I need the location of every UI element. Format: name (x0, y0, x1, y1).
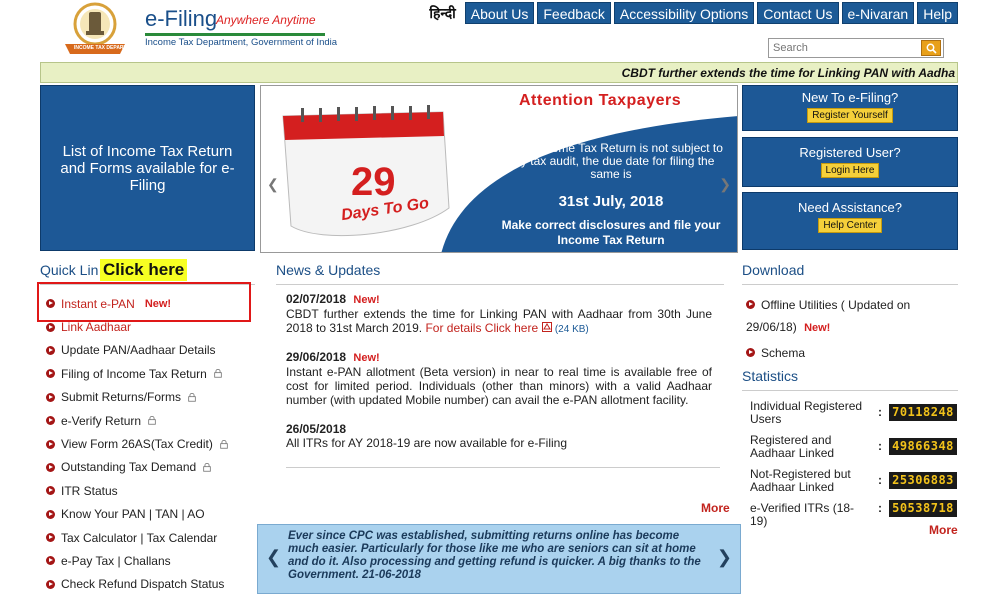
news-title: News & Updates (276, 262, 381, 278)
bullet-icon (46, 346, 55, 355)
calendar-caption: Days To Go (340, 194, 430, 225)
banner-title: Attention Taxpayers (519, 92, 682, 109)
statistics-title: Statistics (742, 368, 799, 384)
nav-feedback[interactable]: Feedback (537, 2, 610, 24)
download-title: Download (742, 262, 805, 278)
stat-label: e-Verified ITRs (18-19) (750, 501, 855, 528)
quick-link-label[interactable]: Update PAN/Aadhaar Details (61, 343, 216, 358)
news-end-divider (286, 467, 720, 468)
bullet-icon (46, 580, 55, 589)
quick-link-label[interactable]: Link Aadhaar (61, 320, 132, 335)
new-to-efiling-title: New To e-Filing? (801, 90, 899, 105)
quick-link-item[interactable] (46, 479, 229, 502)
news-date: 29/06/2018 (286, 350, 347, 364)
bullet-icon (46, 369, 55, 378)
site-header (40, 0, 958, 62)
testimonial-prev-icon[interactable]: ❮ (266, 547, 282, 567)
bullet-icon (46, 393, 55, 402)
quick-link-item[interactable] (46, 573, 229, 596)
quick-links-title: Quick Lin (40, 262, 99, 278)
testimonial-slider (257, 524, 741, 594)
news-ticker[interactable] (40, 62, 958, 83)
click-here-callout: Click here (100, 259, 187, 281)
banner-date: 31st July, 2018 (558, 193, 664, 210)
banner-footer: Make correct disclosures and file your Income Tax Return (501, 218, 721, 247)
quick-link-item[interactable] (46, 549, 229, 572)
news-date: 02/07/2018 (286, 292, 347, 306)
quick-link-item[interactable] (46, 456, 229, 479)
slider-prev-icon[interactable]: ❮ (267, 176, 279, 192)
nav-about-us[interactable]: About Us (465, 2, 535, 24)
bullet-icon (746, 348, 755, 357)
statistics-divider (742, 390, 958, 391)
site-tagline: Anywhere Anytime (216, 13, 316, 27)
pdf-icon[interactable] (542, 322, 552, 332)
top-navigation (429, 2, 958, 24)
quick-link-item[interactable] (46, 362, 229, 385)
lock-icon (219, 440, 229, 449)
news-item (286, 292, 712, 337)
stat-label: Not-Registered but Aadhaar Linked (750, 467, 851, 494)
testimonial-text: Ever since CPC was established, submitting returns online has become much easier. Particularly for those like me who are seniors can sit at home and do it. Also processing and getting refund is quicker. A big thanks to the Government. 21-06-2018 (288, 530, 701, 581)
banner-slider[interactable] (260, 85, 738, 253)
bullet-icon (46, 556, 55, 565)
search-input[interactable] (769, 39, 919, 57)
new-badge: New! (353, 352, 380, 364)
news-divider (276, 284, 724, 285)
stat-colon: : (878, 439, 882, 453)
quick-link-label[interactable]: View Form 26AS(Tax Credit) (61, 437, 213, 452)
offline-utilities-link[interactable]: Offline Utilities ( Updated on (761, 298, 911, 312)
lock-icon (202, 463, 212, 472)
search-icon (926, 43, 937, 54)
itr-forms-box[interactable] (40, 85, 255, 251)
need-assistance-title: Need Assistance? (797, 200, 903, 215)
bullet-icon (46, 533, 55, 542)
stat-row (750, 468, 958, 498)
nav-accessibility-options[interactable]: Accessibility Options (614, 2, 754, 24)
new-badge: New! (804, 322, 831, 334)
stat-colon: : (878, 501, 882, 515)
news-date: 26/05/2018 (286, 422, 347, 436)
stat-label: Registered and Aadhaar Linked (750, 433, 835, 460)
quick-link-label[interactable]: Submit Returns/Forms (61, 390, 182, 405)
help-center-button[interactable]: Help Center (818, 218, 881, 233)
lock-icon (187, 393, 197, 402)
calendar-number: 29 (351, 160, 396, 204)
bullet-icon (46, 323, 55, 332)
registered-user-box (742, 137, 958, 187)
news-more-link[interactable]: More (701, 501, 730, 515)
news-details-link[interactable]: For details Click here (425, 321, 539, 335)
offline-utilities-date[interactable]: 29/06/18) (746, 320, 797, 334)
bullet-icon (46, 440, 55, 449)
search-box (768, 38, 944, 58)
stat-label: Individual Registered Users (750, 399, 863, 426)
quick-link-label[interactable]: Check Refund Dispatch Status (61, 577, 225, 592)
title-underline (145, 33, 325, 36)
download-divider (742, 284, 958, 285)
news-item (286, 350, 712, 407)
new-to-efiling-box (742, 85, 958, 131)
slider-next-icon[interactable]: ❯ (719, 176, 731, 192)
lock-icon (213, 369, 223, 378)
quick-link-label[interactable]: Filing of Income Tax Return (61, 366, 207, 381)
quick-link-label[interactable]: Instant e-PAN (61, 296, 135, 311)
bullet-icon (46, 416, 55, 425)
quick-link-item[interactable] (46, 432, 229, 455)
testimonial-next-icon[interactable]: ❯ (716, 547, 732, 567)
quick-link-item[interactable] (46, 339, 229, 362)
banner-text: If your Income Tax Return is not subject to any tax audit, the due date for filing the same is (499, 141, 723, 181)
quick-link-label[interactable]: Know Your PAN | TAN | AO (61, 507, 205, 522)
quick-links-list (46, 292, 229, 596)
site-subtitle: Income Tax Department, Government of India (145, 37, 338, 48)
statistics-more-link[interactable]: More (929, 523, 958, 537)
quick-link-label[interactable]: Outstanding Tax Demand (61, 460, 197, 475)
stat-value: 49866348 (889, 438, 957, 455)
quick-link-item[interactable] (46, 503, 229, 526)
nav-help[interactable]: Help (917, 2, 958, 24)
stat-row (750, 400, 958, 430)
quick-link-item[interactable] (46, 315, 229, 338)
lock-icon (147, 416, 157, 425)
registered-user-title: Registered User? (799, 145, 901, 160)
quick-link-label[interactable]: e-Pay Tax | Challans (61, 553, 171, 568)
quick-link-item[interactable] (46, 526, 229, 549)
need-assistance-box (742, 192, 958, 250)
stat-value: 70118248 (889, 404, 957, 421)
stat-value: 50538718 (889, 500, 957, 517)
bullet-icon (46, 463, 55, 472)
bullet-icon (46, 299, 55, 308)
stat-row (750, 502, 958, 532)
register-yourself-button[interactable]: Register Yourself (807, 108, 893, 123)
quick-link-label[interactable]: e-Verify Return (61, 413, 142, 428)
new-badge: New! (353, 294, 380, 306)
stat-value: 25306883 (889, 472, 957, 489)
stat-colon: : (878, 405, 882, 419)
quick-link-label[interactable]: Tax Calculator | Tax Calendar (61, 530, 218, 545)
itr-forms-text[interactable]: List of Income Tax Return and Forms available for e-Filing (60, 142, 235, 194)
news-text: All ITRs for AY 2018-19 are now available for e-Filing (286, 436, 568, 450)
site-title[interactable]: e-Filing (145, 6, 218, 31)
bullet-icon (746, 300, 755, 309)
quick-link-item[interactable] (46, 292, 229, 315)
emblem-logo[interactable] (60, 2, 141, 56)
nav-contact-us[interactable]: Contact Us (757, 2, 838, 24)
quick-link-label[interactable]: ITR Status (61, 483, 118, 498)
quick-link-item[interactable] (46, 409, 229, 432)
new-badge: New! (144, 297, 172, 310)
stat-row (750, 434, 958, 464)
search-button[interactable] (921, 40, 941, 56)
news-text: CBDT further extends the time for Linking PAN with Aadhaar from 30th June 2018 to 31st March 2019. (286, 307, 712, 335)
stat-colon: : (878, 473, 882, 487)
bullet-icon (46, 510, 55, 519)
emblem-text: INCOME TAX DEPARTMENT (74, 45, 141, 51)
nav-hindi[interactable]: हिन्दी (429, 4, 456, 21)
schema-link[interactable]: Schema (761, 346, 806, 360)
nav-e-nivaran[interactable]: e-Nivaran (842, 2, 915, 24)
download-list (746, 294, 956, 364)
news-item (286, 422, 712, 450)
quick-link-item[interactable] (46, 386, 229, 409)
login-here-button[interactable]: Login Here (821, 163, 880, 178)
bullet-icon (46, 486, 55, 495)
ticker-text[interactable]: CBDT further extends the time for Linking PAN with Aadha (621, 66, 955, 80)
news-text: Instant e-PAN allotment (Beta version) in near to real time is available free of cost for limited period. Individuals (other than minors) with a valid Aadhaar number (with updated Mobile number) can avail the e-PAN allotment facility. (286, 365, 712, 407)
file-size: (24 KB) (554, 324, 589, 335)
